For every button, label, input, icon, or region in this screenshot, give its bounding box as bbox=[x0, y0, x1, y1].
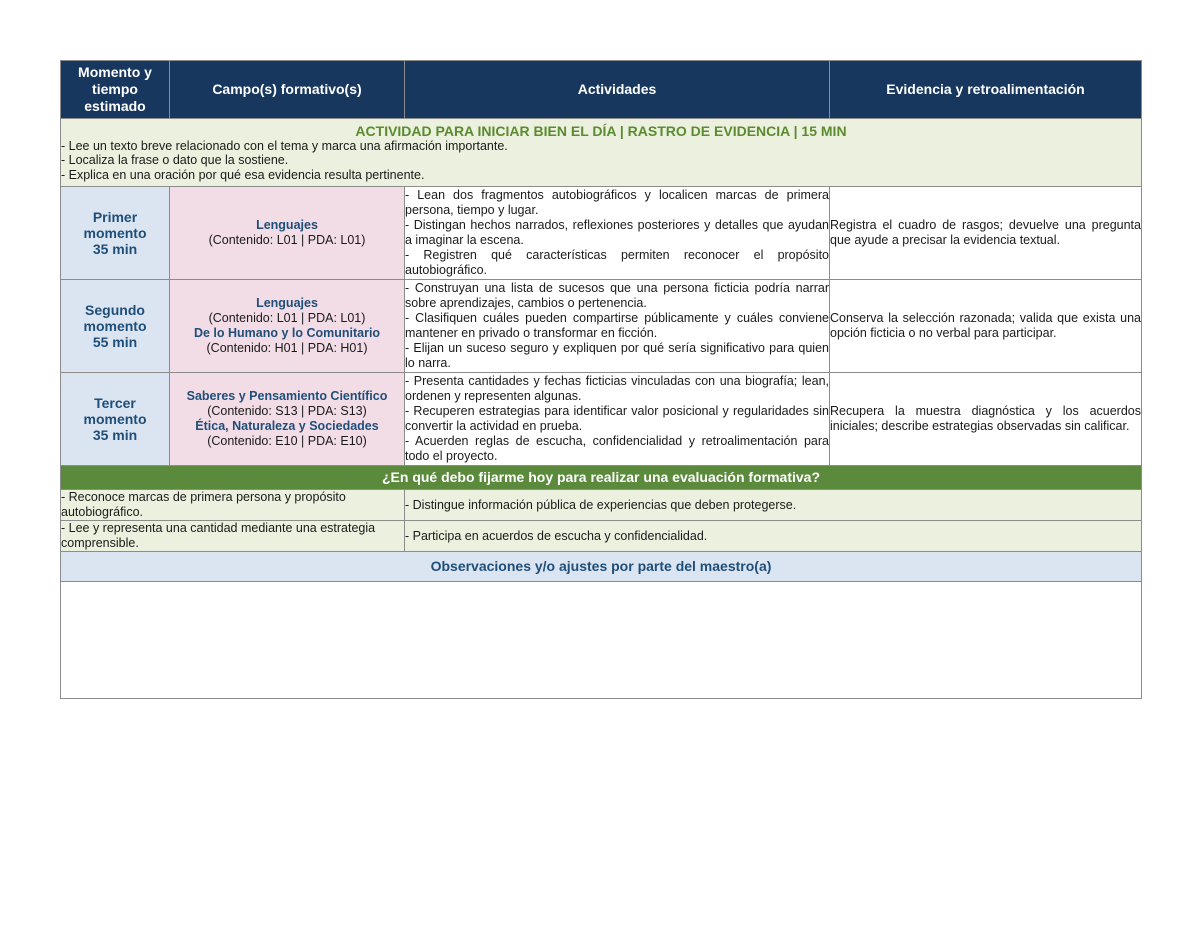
actividades-cell bbox=[405, 187, 830, 280]
header-campo: Campo(s) formativo(s) bbox=[170, 61, 405, 119]
moment-label bbox=[61, 373, 170, 466]
criterion-text: - Distingue información pública de experiencias que deben protegerse. bbox=[405, 497, 797, 512]
lesson-plan-table bbox=[60, 60, 1142, 699]
moment-row-1 bbox=[61, 187, 1142, 280]
start-activity-title: ACTIVIDAD PARA INICIAR BIEN EL DÍA | RASTRO DE EVIDENCIA | 15 MIN bbox=[355, 122, 847, 139]
actividad-item: - Presenta cantidades y fechas ficticias vinculadas con una biografía; lean, ordenen y representen algunas. bbox=[405, 374, 829, 403]
criterion-cell bbox=[405, 490, 1142, 521]
moment-label-line: momento bbox=[83, 318, 147, 334]
campo-contenido: (Contenido: H01 | PDA: H01) bbox=[206, 341, 368, 355]
moment-row-3 bbox=[61, 373, 1142, 466]
campo-cell bbox=[170, 280, 405, 373]
criteria-row-2 bbox=[61, 521, 1142, 552]
evidencia-cell: Registra el cuadro de rasgos; devuelve una pregunta que ayude a precisar la evidencia textual. bbox=[830, 187, 1142, 280]
moment-label bbox=[61, 187, 170, 280]
start-activity-cell bbox=[61, 119, 1142, 187]
moment-label bbox=[61, 280, 170, 373]
criterion-text: - Lee y representa una cantidad mediante una estrategia comprensible. bbox=[61, 521, 376, 550]
observations-body[interactable] bbox=[61, 582, 1142, 699]
header-evidencia: Evidencia y retroalimentación bbox=[830, 61, 1142, 119]
criterion-text: - Participa en acuerdos de escucha y confidencialidad. bbox=[405, 528, 708, 543]
campo-contenido: (Contenido: L01 | PDA: L01) bbox=[208, 233, 366, 247]
header-momento: Momento y tiempo estimado bbox=[61, 61, 170, 119]
moment-label-line: momento bbox=[83, 225, 147, 241]
criteria-row-1 bbox=[61, 490, 1142, 521]
actividad-item: - Elijan un suceso seguro y expliquen por qué sería significativo para quien lo narra. bbox=[405, 341, 829, 370]
criterion-cell bbox=[61, 490, 405, 521]
actividades-cell bbox=[405, 373, 830, 466]
actividad-item: - Lean dos fragmentos autobiográficos y localicen marcas de primera persona, tiempo y lugar. bbox=[405, 188, 829, 217]
campo-name: Ética, Naturaleza y Sociedades bbox=[195, 419, 379, 433]
moment-time: 35 min bbox=[92, 241, 138, 257]
start-activity-row bbox=[61, 119, 1142, 187]
actividad-item: - Distingan hechos narrados, reflexiones posteriores y detalles que ayudan a imaginar la escena. bbox=[405, 218, 829, 247]
campo-contenido: (Contenido: E10 | PDA: E10) bbox=[207, 434, 367, 448]
evidencia-cell: Conserva la selección razonada; valida que exista una opción ficticia o no verbal para participar. bbox=[830, 280, 1142, 373]
moment-time: 35 min bbox=[92, 427, 138, 443]
evaluation-question: ¿En qué debo fijarme hoy para realizar una evaluación formativa? bbox=[61, 466, 1142, 490]
campo-name: De lo Humano y lo Comunitario bbox=[193, 326, 381, 340]
actividad-item: - Recuperen estrategias para identificar valor posicional y regularidades sin convertir la actividad en prueba. bbox=[405, 404, 829, 433]
actividad-item: - Clasifiquen cuáles pueden compartirse públicamente y cuáles conviene mantener en privado o transformar en ficción. bbox=[405, 311, 829, 340]
header-actividades: Actividades bbox=[405, 61, 830, 119]
criterion-cell bbox=[405, 521, 1142, 552]
observations-body-row bbox=[61, 582, 1142, 699]
actividad-item: - Acuerden reglas de escucha, confidencialidad y retroalimentación para todo el proyecto. bbox=[405, 434, 829, 463]
actividad-item: - Construyan una lista de sucesos que una persona ficticia podría narrar sobre aprendizajes, cambios o pertenencia. bbox=[405, 281, 829, 310]
campo-cell bbox=[170, 373, 405, 466]
campo-contenido: (Contenido: S13 | PDA: S13) bbox=[207, 404, 367, 418]
table-header-row bbox=[61, 61, 1142, 119]
moment-label-line: Segundo bbox=[85, 302, 145, 318]
campo-name: Lenguajes bbox=[256, 296, 318, 310]
moment-label-line: Primer bbox=[92, 209, 138, 225]
start-activity-line: - Lee un texto breve relacionado con el tema y marca una afirmación importante. bbox=[61, 138, 508, 153]
moment-label-line: momento bbox=[83, 411, 147, 427]
campo-name: Saberes y Pensamiento Científico bbox=[186, 389, 388, 403]
campo-contenido: (Contenido: L01 | PDA: L01) bbox=[208, 311, 366, 325]
moment-label-line: Tercer bbox=[94, 395, 136, 411]
start-activity-line: - Localiza la frase o dato que la sostiene. bbox=[61, 153, 289, 168]
criterion-text: - Reconoce marcas de primera persona y propósito autobiográfico. bbox=[61, 490, 346, 519]
moment-time: 55 min bbox=[92, 334, 138, 350]
campo-name: Lenguajes bbox=[256, 218, 318, 232]
actividad-item: - Registren qué características permiten reconocer el propósito autobiográfico. bbox=[405, 248, 829, 277]
moment-row-2 bbox=[61, 280, 1142, 373]
observations-title-row bbox=[61, 552, 1142, 582]
start-activity-line: - Explica en una oración por qué esa evidencia resulta pertinente. bbox=[61, 167, 425, 182]
evaluation-question-row bbox=[61, 466, 1142, 490]
evidencia-cell: Recupera la muestra diagnóstica y los acuerdos iniciales; describe estrategias observadas sin calificar. bbox=[830, 373, 1142, 466]
observations-title: Observaciones y/o ajustes por parte del maestro(a) bbox=[61, 552, 1142, 582]
actividades-cell bbox=[405, 280, 830, 373]
criterion-cell bbox=[61, 521, 405, 552]
planning-page bbox=[60, 60, 1141, 699]
campo-cell bbox=[170, 187, 405, 280]
